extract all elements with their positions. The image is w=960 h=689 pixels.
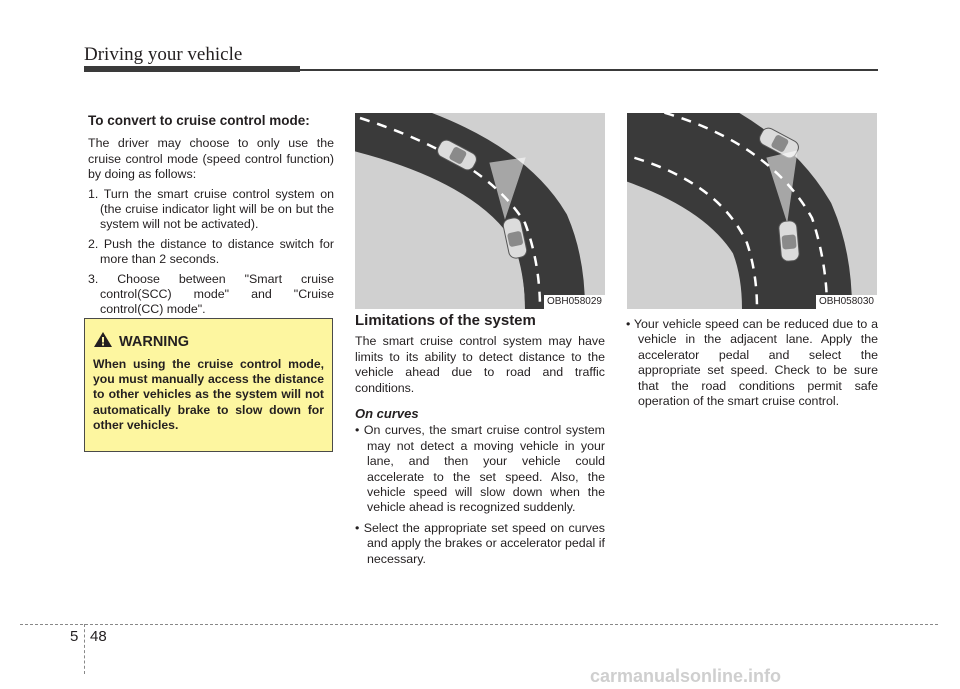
paragraph-intro: The driver may choose to only use the cruise control mode (speed control function) by doing as follows:	[88, 136, 334, 182]
section-heading-limitations: Limitations of the system	[355, 312, 536, 329]
warning-body: When using the cruise control mode, you must manually access the distance to other vehicles as the system will not automatically brake to slow down for other vehicles.	[93, 357, 324, 432]
footer-divider	[84, 624, 85, 674]
step-item: 2. Push the distance to distance switch for more than 2 seconds.	[88, 236, 334, 267]
step-item: 3. Choose between "Smart cruise control(SCC) mode" and "Cruise control(CC) mode".	[88, 271, 334, 317]
figure-curve-adjacent-lane	[627, 113, 877, 309]
page-header-title: Driving your vehicle	[84, 44, 243, 65]
figure-curve-one-lane	[355, 113, 605, 309]
curve-one-lane-illustration	[355, 113, 605, 309]
header-rule-thin	[300, 69, 878, 71]
footer-rule	[20, 624, 938, 625]
chapter-number: 5	[70, 628, 79, 645]
section-heading-convert: To convert to cruise control mode:	[88, 113, 310, 128]
subheading-on-curves: On curves	[355, 406, 419, 422]
curve-adjacent-lane-illustration	[627, 113, 877, 309]
step-item: 1. Turn the smart cruise control system on (the cruise indicator light will be on but the system will not be activated).	[88, 186, 334, 232]
header-rule-thick	[84, 66, 300, 72]
warning-triangle-icon	[93, 331, 113, 353]
figure-code: OBH058029	[544, 295, 605, 309]
figure-code: OBH058030	[816, 295, 877, 309]
column-left	[88, 113, 334, 322]
bullet-item: • Select the appropriate set speed on curves and apply the brakes or accelerator pedal if necessary.	[355, 520, 605, 566]
paragraph-limitations: The smart cruise control system may have limits to its ability to detect distance to the vehicle ahead due to road and traffic conditions.	[355, 334, 605, 395]
column-right	[626, 317, 878, 414]
column-middle	[355, 313, 605, 572]
warning-header	[93, 331, 324, 353]
warning-box	[84, 318, 333, 452]
bullet-item: • Your vehicle speed can be reduced due to a vehicle in the adjacent lane. Apply the accelerator pedal and select the appropriate set speed. Check to be sure that the road conditions permit safe operation of the smart cruise control.	[626, 317, 878, 409]
warning-title: WARNING	[119, 334, 190, 350]
watermark-text: carmanualsonline.info	[590, 666, 782, 686]
page-number: 48	[90, 628, 107, 645]
bullet-item: • On curves, the smart cruise control system may not detect a moving vehicle in your lane, and then your vehicle could accelerate to the set speed. Also, the vehicle speed will slow down when the vehicle ahead is recognized suddenly.	[355, 423, 605, 515]
